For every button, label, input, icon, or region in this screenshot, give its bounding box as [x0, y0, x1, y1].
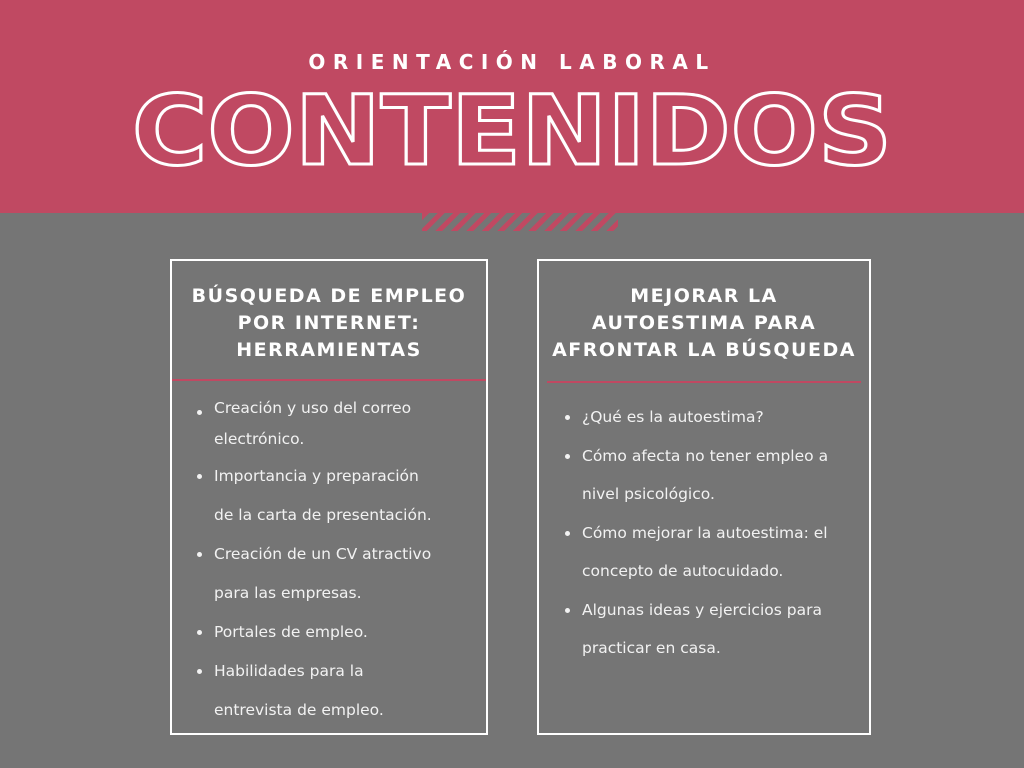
- list-item-line: Cómo mejorar la autoestima: el: [582, 523, 828, 542]
- card-title-line: MEJORAR LA: [630, 285, 778, 307]
- card-title-line: BÚSQUEDA DE EMPLEO: [191, 285, 467, 307]
- list-item-line: Algunas ideas y ejercicios para: [582, 600, 822, 619]
- card-list: [214, 391, 484, 730]
- card-title: [539, 283, 869, 364]
- page-title-text: CONTENIDOS: [132, 78, 892, 178]
- list-item-line: concepto de autocuidado.: [582, 562, 784, 580]
- card-title-line: HERRAMIENTAS: [236, 339, 422, 361]
- decorative-stripes: [422, 213, 618, 231]
- page-subtitle: ORIENTACIÓN LABORAL: [308, 50, 716, 74]
- list-item: [214, 535, 484, 613]
- list-item: [214, 393, 484, 455]
- card-list: [582, 398, 862, 668]
- list-item-line: de la carta de presentación.: [214, 506, 432, 524]
- card-divider: [172, 379, 486, 381]
- list-item-line: Cómo afecta no tener empleo a: [582, 446, 829, 465]
- card-busqueda-empleo: [170, 259, 488, 735]
- list-item: [582, 398, 862, 437]
- card-title: [172, 283, 486, 364]
- list-item-line: para las empresas.: [214, 584, 362, 602]
- card-divider: [547, 381, 861, 383]
- list-item: [582, 514, 862, 591]
- page-title: [0, 78, 1024, 178]
- list-item-line: electrónico.: [214, 430, 305, 448]
- list-item-line: Importancia y preparación: [214, 467, 419, 485]
- list-item-line: Creación y uso del correo: [214, 399, 412, 417]
- list-item: [214, 457, 484, 535]
- list-item-line: Creación de un CV atractivo: [214, 545, 432, 563]
- card-title-line: POR INTERNET:: [237, 312, 421, 334]
- list-item-line: Portales de empleo.: [214, 623, 368, 641]
- list-item-line: nivel psicológico.: [582, 485, 715, 503]
- list-item: [214, 613, 484, 652]
- card-autoestima: [537, 259, 871, 735]
- list-item-line: ¿Qué es la autoestima?: [582, 408, 764, 426]
- list-item: [582, 437, 862, 514]
- list-item-line: entrevista de empleo.: [214, 701, 384, 719]
- list-item-line: Habilidades para la: [214, 662, 364, 680]
- header-banner: [0, 0, 1024, 213]
- list-item: [582, 591, 862, 668]
- list-item-line: practicar en casa.: [582, 639, 721, 657]
- card-title-line: AUTOESTIMA PARA: [591, 312, 817, 334]
- card-title-line: AFRONTAR LA BÚSQUEDA: [552, 339, 856, 361]
- list-item: [214, 652, 484, 730]
